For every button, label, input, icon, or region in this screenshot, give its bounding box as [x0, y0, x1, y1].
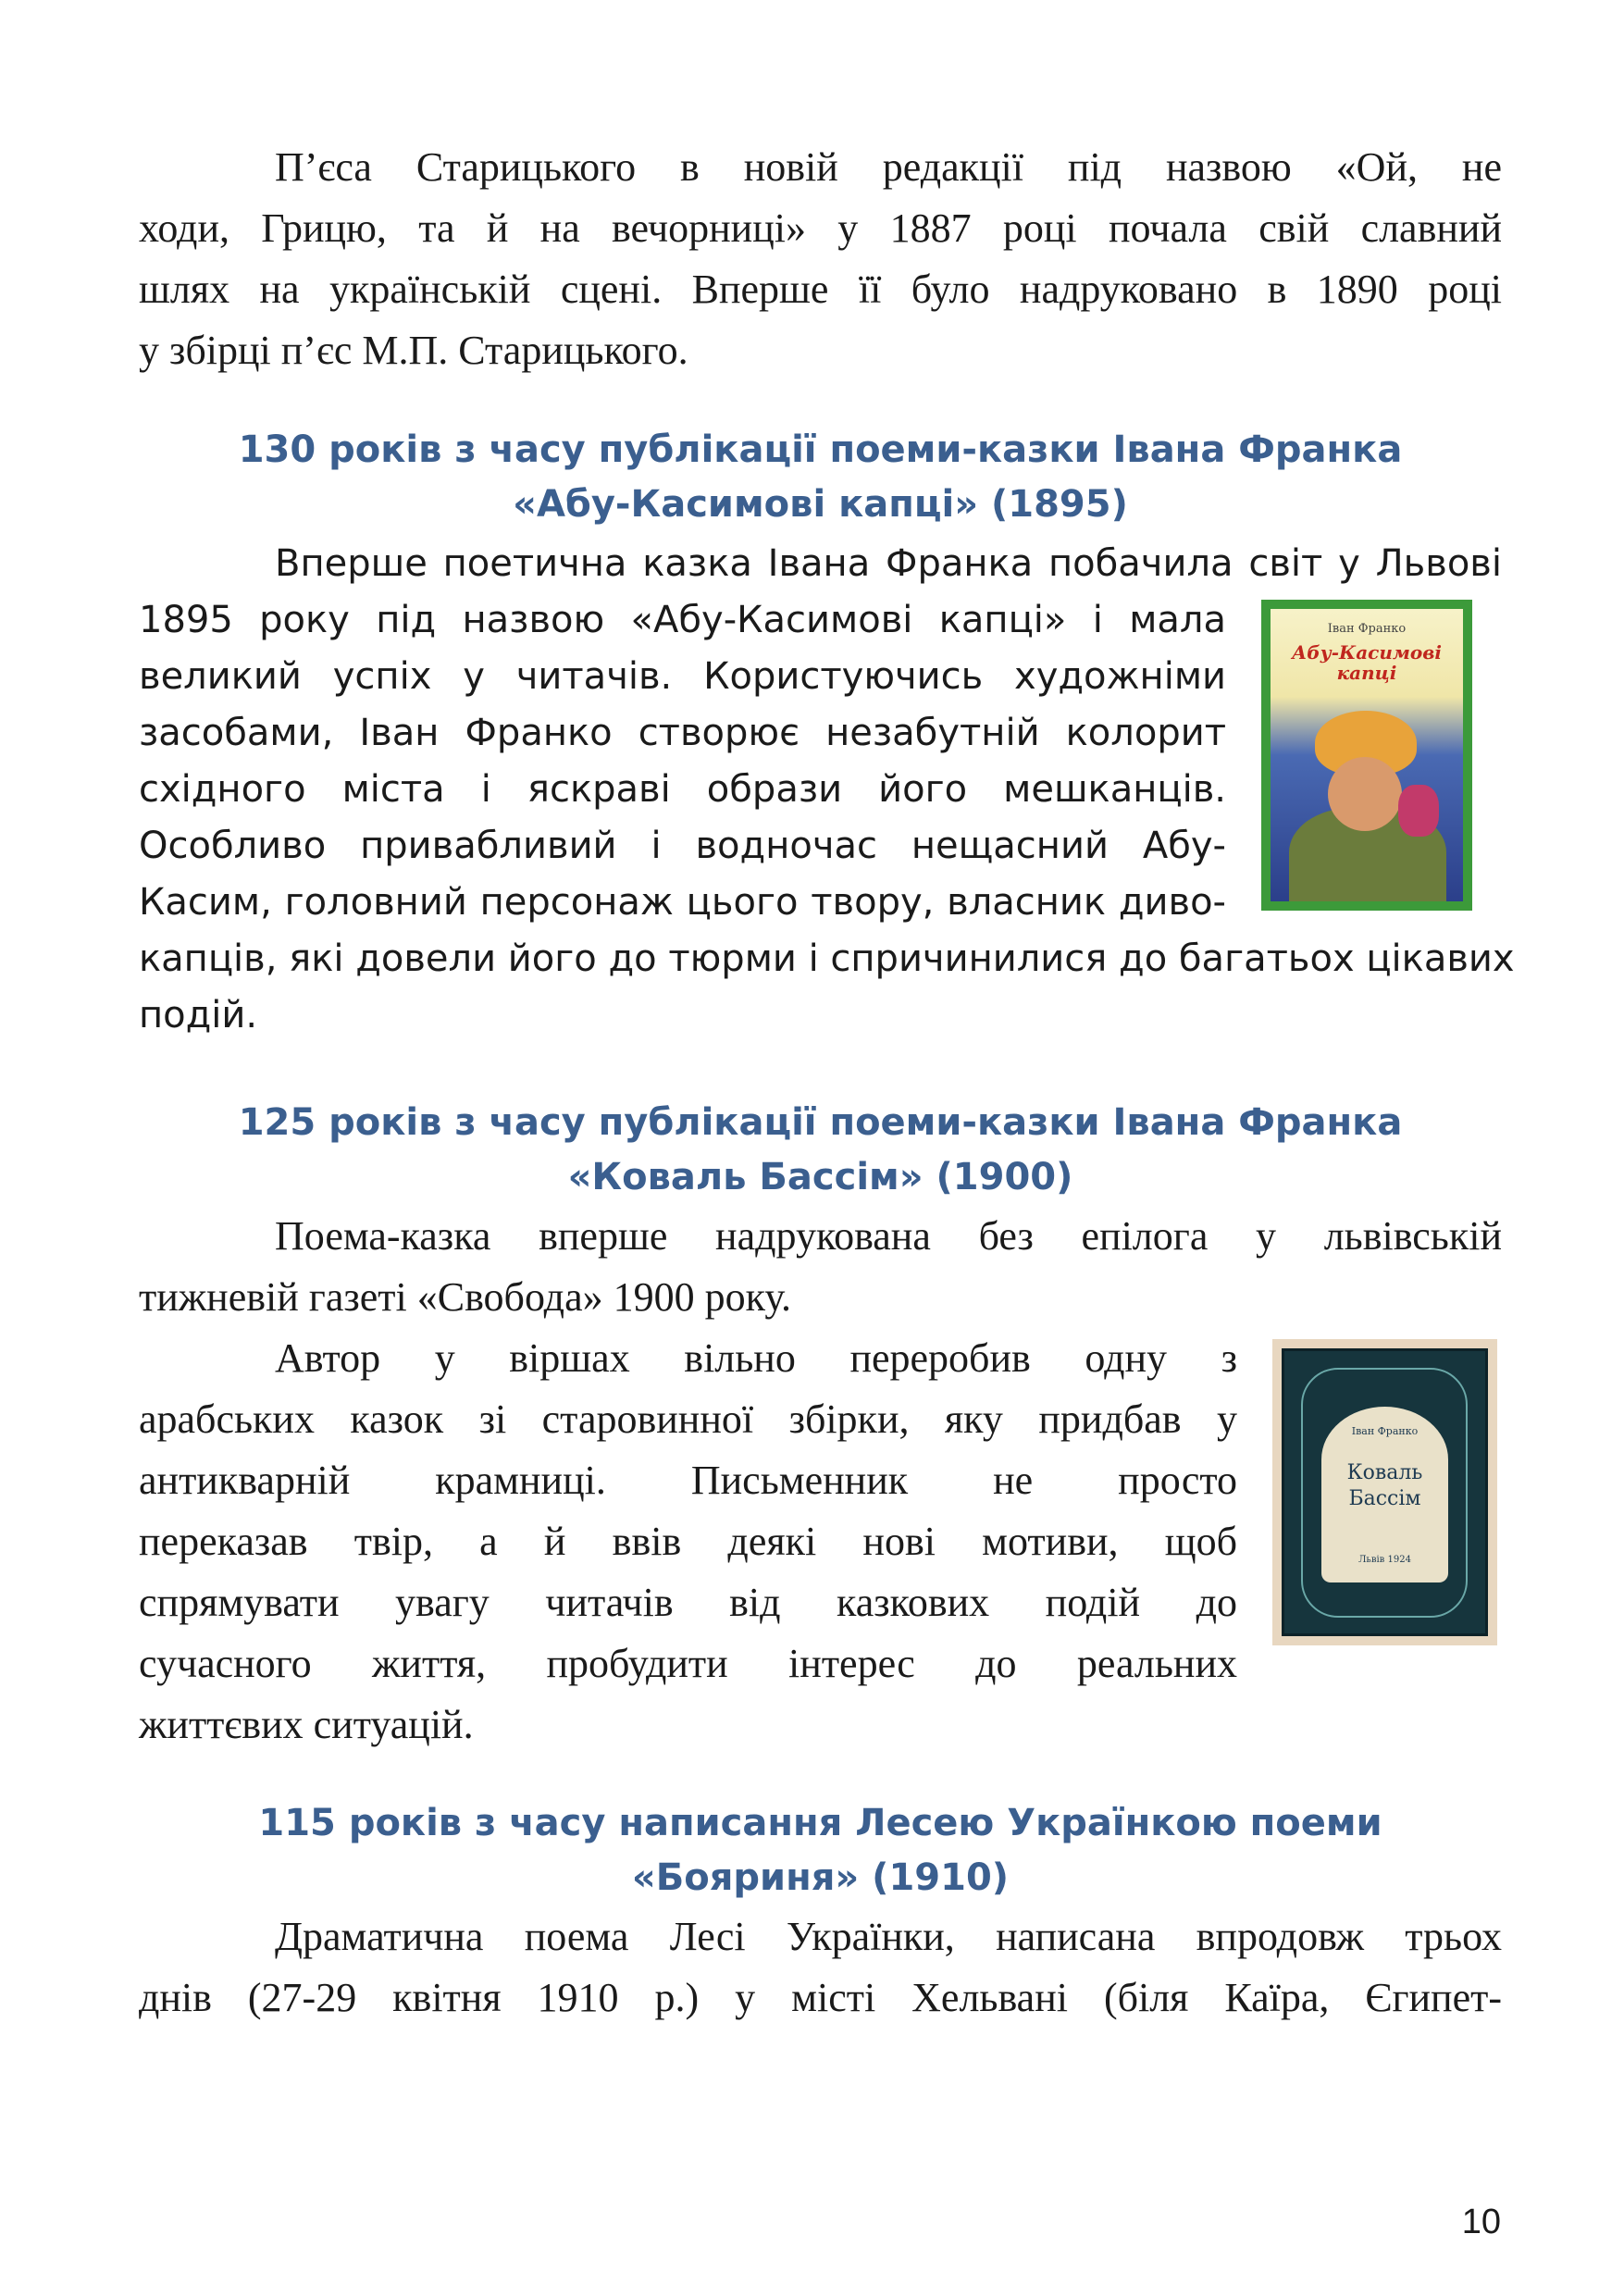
- book-cover-abu-kasym: [1261, 600, 1472, 911]
- section1-heading-line-2: «Абу-Касимові капці» (1895): [513, 483, 1128, 526]
- section1-line-9: подій.: [139, 994, 258, 1036]
- section1-line-6: Особливо привабливий і водночас нещасний Абу-: [139, 825, 1226, 867]
- section1-line-8: капців, які довели його до тюрми і спричинилися до багатьох цікавих: [139, 937, 1515, 980]
- section1-line-3: великий успіх у читачів. Користуючись художніми: [139, 655, 1226, 698]
- section3-line-2: днів (27-29 квітня 1910 р.) у місті Хельвані (біля Каїра, Єгипет-: [139, 1975, 1502, 2020]
- cover2-author: Іван Франко: [1351, 1425, 1419, 1437]
- section3-line-1: Драматична поема Лесі Українки, написана впродовж трьох: [275, 1914, 1502, 1959]
- intro-line-3: шлях на українській сцені. Вперше її було надруковано в 1890 році: [139, 267, 1502, 312]
- section2-heading-line-2: «Коваль Бассім» (1900): [567, 1156, 1073, 1198]
- section1-line-7: Касим, головний персонаж цього твору, власник диво-: [139, 881, 1226, 924]
- cover1-figure-face: [1328, 757, 1402, 831]
- cover1-slipper: [1398, 785, 1439, 837]
- section2-line-4: арабських казок зі старовинної збірки, яку придбав у: [139, 1396, 1237, 1442]
- section1-line-1: Вперше поетична казка Івана Франка побачила світ у Львові: [275, 542, 1502, 585]
- section2-line-9: життєвих ситуацій.: [139, 1702, 474, 1747]
- section2-line-7: спрямувати увагу читачів від казкових подій до: [139, 1580, 1237, 1625]
- intro-line-1: П’єса Старицького в новій редакції під назвою «Ой, не: [275, 144, 1502, 190]
- intro-line-2: ходи, Грицю, та й на вечорниці» у 1887 році почала свій славний: [139, 205, 1502, 251]
- section2-line-2: тижневій газеті «Свобода» 1900 року.: [139, 1274, 791, 1320]
- cover1-title: Абу-Касимові капці: [1292, 641, 1442, 684]
- section2-heading-line-1: 125 років з часу публікації поеми-казки Івана Франка: [238, 1101, 1403, 1144]
- section2-line-6: переказав твір, а й ввів деякі нові мотиви, щоб: [139, 1519, 1237, 1564]
- section2-line-5: антикварній крамниці. Письменник не просто: [139, 1458, 1237, 1503]
- section1-heading-line-1: 130 років з часу публікації поеми-казки Івана Франка: [238, 428, 1403, 471]
- section1-line-5: східного міста і яскраві образи його мешканців.: [139, 768, 1226, 811]
- section2-line-8: сучасного життя, пробудити інтерес до реальних: [139, 1641, 1237, 1686]
- book-cover-koval-bassim: [1272, 1339, 1497, 1645]
- section1-line-4: засобами, Іван Франко створює незабутній колорит: [139, 712, 1226, 754]
- section1-line-2: 1895 року під назвою «Абу-Касимові капці» і мала: [139, 599, 1226, 641]
- intro-line-4: у збірці п’єс М.П. Старицького.: [139, 328, 688, 373]
- cover2-city: Львів 1924: [1358, 1555, 1411, 1565]
- page-number: 10: [1461, 2203, 1501, 2241]
- cover1-author: Іван Франко: [1327, 622, 1407, 636]
- section3-heading-line-1: 115 років з часу написання Лесею Українкою поеми: [258, 1802, 1382, 1844]
- cover2-title: Коваль Бассім: [1346, 1461, 1423, 1510]
- section2-line-1: Поема-казка вперше надрукована без епілога у львівській: [275, 1213, 1502, 1259]
- section2-line-3: Автор у віршах вільно переробив одну з: [275, 1335, 1237, 1381]
- section3-heading-line-2: «Бояриня» (1910): [631, 1856, 1010, 1899]
